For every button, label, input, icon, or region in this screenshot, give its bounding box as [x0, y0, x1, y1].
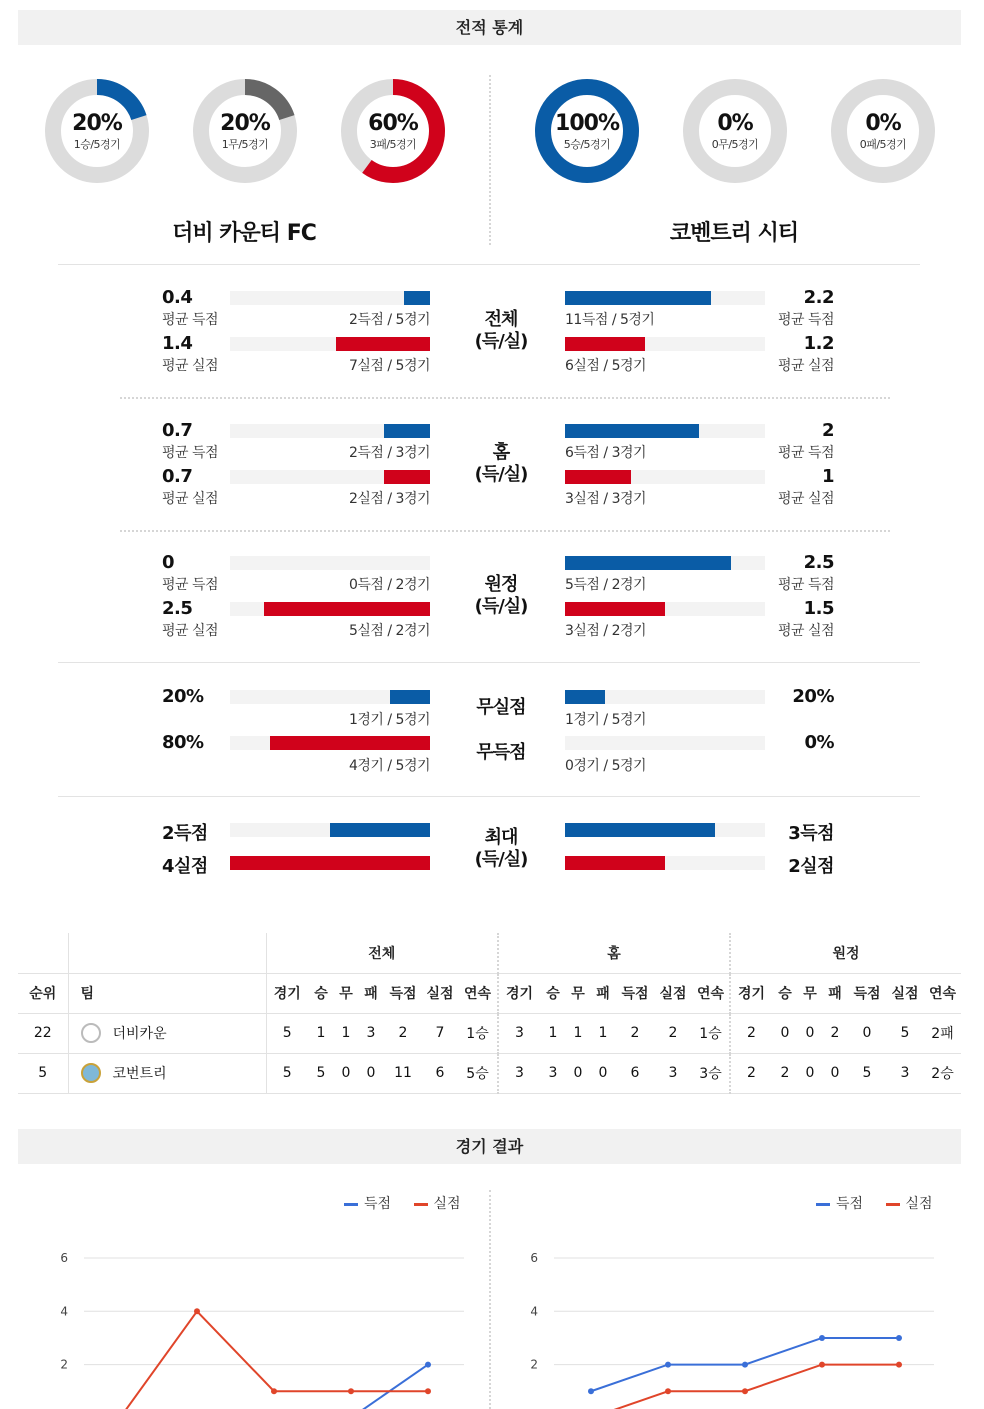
stat-bar: [565, 602, 665, 616]
table-row: [18, 1053, 961, 1093]
legend-scored: [816, 1196, 863, 1212]
home-max-scored-bar: [330, 823, 430, 837]
data-point: [348, 1388, 354, 1394]
table-group-header: [18, 933, 961, 973]
table-row: [18, 1013, 961, 1053]
home-avg-conceded: 1.4: [162, 333, 193, 354]
away-avg-scored: 2.5: [803, 552, 834, 573]
donut-chart: [534, 78, 640, 184]
team-cell: [68, 1053, 266, 1093]
column-header: 승: [778, 986, 792, 1002]
away-max-scored-bar: [565, 823, 715, 837]
group-title-line1: 원정: [484, 574, 518, 595]
group-title-line2: (득/실): [474, 596, 528, 617]
series-line-conceded: [591, 1365, 899, 1409]
dotted-divider: [120, 397, 890, 399]
stat-cell: 0: [780, 1025, 790, 1041]
group-title: [456, 442, 546, 486]
max-title-line2: (득/실): [474, 849, 528, 870]
data-point: [194, 1308, 200, 1314]
home-avg-scored: 0.7: [162, 420, 193, 441]
column-header: 승: [314, 986, 328, 1002]
away-scored-detail: 11득점 / 5경기: [565, 312, 655, 328]
away-max-conceded-value: 2실점: [788, 856, 834, 877]
stat-cell: 3: [515, 1025, 524, 1041]
stat-cell: 3: [515, 1065, 524, 1081]
legend-label: 득점: [364, 1196, 392, 1212]
away-avg-scored-label: 평균 득점: [777, 312, 834, 328]
series-line-conceded: [120, 1311, 428, 1409]
stat-cell: 2: [780, 1065, 790, 1081]
stat-cell: 2승: [931, 1066, 954, 1082]
standings-table: [18, 933, 961, 1094]
legend-label: 실점: [433, 1196, 461, 1212]
away-max-scored-value: 3득점: [788, 823, 834, 844]
home-scored-detail: 0득점 / 2경기: [348, 577, 430, 593]
donut-chart: [44, 78, 150, 184]
stat-bar: [565, 556, 731, 570]
stat-cell: 2: [398, 1025, 408, 1041]
stat-cell: 0: [862, 1025, 872, 1041]
data-point: [425, 1388, 431, 1394]
column-header: 무: [803, 986, 817, 1002]
stat-cell: 5: [316, 1065, 326, 1081]
stat-cell: 5: [900, 1025, 910, 1041]
data-point: [819, 1335, 825, 1341]
group-title-line2: (득/실): [474, 464, 528, 485]
data-point: [742, 1362, 748, 1368]
column-header: 실점: [426, 986, 454, 1002]
group-title-line1: 전체: [484, 309, 518, 330]
stat-cell: 0: [805, 1025, 815, 1041]
group-home: 홈: [498, 933, 730, 973]
away-avg-scored-label: 평균 득점: [777, 577, 834, 593]
legend-conceded: [886, 1196, 933, 1212]
column-header: 무: [571, 986, 585, 1002]
stat-cell: 1: [341, 1025, 351, 1041]
table-column-header: [18, 973, 961, 1013]
chart1-legend: [344, 1193, 461, 1213]
group-all: 전체: [266, 933, 498, 973]
team-name[interactable]: 코번트리: [112, 1066, 167, 1082]
stat-cell: 3: [900, 1065, 910, 1081]
column-header: 팀: [68, 973, 266, 1013]
home-scored-detail: 2득점 / 5경기: [348, 312, 430, 328]
home-conceded-detail: 2실점 / 3경기: [348, 491, 430, 507]
max-title: [456, 827, 546, 871]
stat-bar: [384, 470, 430, 484]
stat-cell: 0: [366, 1065, 376, 1081]
donut-chart: [682, 78, 788, 184]
legend-conceded: [414, 1196, 461, 1212]
home-max-scored-value: 2득점: [162, 823, 208, 844]
column-header: 순위: [18, 973, 68, 1013]
home-conceded-detail: 5실점 / 2경기: [348, 623, 430, 639]
donut-percent: 60%: [368, 111, 418, 136]
donut-caption: 1무/5경기: [221, 138, 269, 151]
donut-percent: 0%: [865, 111, 901, 136]
away-team-name: 코벤트리 시티: [669, 221, 799, 246]
away-scored-detail: 6득점 / 3경기: [565, 445, 647, 461]
donut-caption: 5승/5경기: [563, 138, 611, 151]
divider: [58, 662, 920, 663]
data-point: [665, 1388, 671, 1394]
away-avg-scored: 2: [821, 420, 834, 441]
group-title-line2: (득/실): [474, 331, 528, 352]
bar-track: [230, 556, 430, 570]
legend-swatch: [344, 1203, 358, 1206]
column-header: 패: [364, 986, 378, 1002]
stat-cell: 1: [598, 1025, 608, 1041]
stat-cell: 5승: [458, 1053, 498, 1093]
rank-cell: 22: [18, 1013, 68, 1053]
legend-scored: [344, 1196, 391, 1212]
stat-bar: [565, 470, 631, 484]
stat-cell: 3승: [692, 1053, 730, 1093]
home-clean-sheet-value: 20%: [162, 686, 204, 707]
column-header: 득점: [621, 986, 649, 1002]
y-tick-label: 4: [530, 1304, 538, 1319]
stat-cell: 1: [548, 1025, 558, 1041]
stat-cell: 1: [573, 1025, 583, 1041]
donut-caption: 1승/5경기: [73, 138, 121, 151]
home-avg-conceded: 2.5: [162, 598, 193, 619]
group-title: [456, 574, 546, 618]
column-header: 득점: [853, 986, 881, 1002]
stat-cell: 2: [668, 1025, 678, 1041]
fail-score-title: 무득점: [476, 742, 526, 763]
stat-cell: 3: [668, 1065, 678, 1081]
y-tick-label: 2: [530, 1357, 538, 1372]
away-avg-scored: 2.2: [803, 287, 834, 308]
donut-caption: 0패/5경기: [859, 138, 907, 151]
home-avg-scored: 0: [162, 552, 175, 573]
away-avg-conceded: 1.2: [803, 333, 834, 354]
donut-percent: 100%: [555, 111, 619, 136]
clean-sheet-title: 무실점: [476, 697, 526, 718]
stat-cell: 0: [830, 1065, 840, 1081]
away-conceded-detail: 6실점 / 5경기: [565, 358, 647, 374]
away-avg-scored-label: 평균 득점: [777, 445, 834, 461]
chart-divider: [489, 1190, 491, 1409]
away-results-chart: [520, 1240, 940, 1409]
group-away: 원정: [832, 945, 860, 962]
data-point: [425, 1362, 431, 1368]
stat-cell: 0: [573, 1065, 583, 1081]
group-title: [456, 309, 546, 353]
away-avg-conceded-label: 평균 실점: [777, 623, 834, 639]
stat-cell: 7: [435, 1025, 445, 1041]
home-results-chart: [50, 1240, 470, 1409]
divider: [58, 796, 920, 797]
stat-bar: [565, 424, 699, 438]
away-clean-sheet-value: 20%: [792, 686, 834, 707]
away-clean-sheet-detail: 1경기 / 5경기: [565, 712, 647, 728]
data-point: [819, 1362, 825, 1368]
stat-cell: 2: [747, 1065, 756, 1081]
away-fail-score-value: 0%: [804, 732, 834, 753]
derby-crest-icon: [81, 1023, 101, 1043]
stat-cell: 0: [598, 1065, 608, 1081]
donut-chart: [830, 78, 936, 184]
dotted-divider: [120, 530, 890, 532]
home-fail-score-value: 80%: [162, 732, 204, 753]
donut-chart: [192, 78, 298, 184]
donut-percent: 20%: [72, 111, 122, 136]
y-tick-label: 6: [530, 1251, 538, 1265]
stat-bar: [565, 337, 645, 351]
stat-bar: [384, 424, 430, 438]
stat-cell: 1: [316, 1025, 326, 1041]
data-point: [742, 1388, 748, 1394]
home-fail-score-bar: [270, 736, 430, 750]
away-conceded-detail: 3실점 / 3경기: [565, 491, 647, 507]
bar-track: [230, 291, 430, 305]
column-header: 경기: [273, 986, 301, 1002]
column-header: 무: [339, 986, 353, 1002]
home-scored-detail: 2득점 / 3경기: [348, 445, 430, 461]
y-tick-label: 4: [60, 1304, 68, 1319]
away-fail-score-detail: 0경기 / 5경기: [565, 758, 647, 774]
chart2-legend: [816, 1193, 933, 1213]
home-avg-conceded: 0.7: [162, 466, 193, 487]
legend-swatch: [414, 1203, 428, 1206]
column-header: 득점: [389, 986, 417, 1002]
team-name[interactable]: 더비카운: [112, 1026, 167, 1042]
team-divider: [489, 75, 491, 245]
home-team-name: 더비 카운티 FC: [172, 221, 316, 246]
stat-cell: 5: [862, 1065, 872, 1081]
home-avg-scored-label: 평균 득점: [162, 445, 219, 461]
series-line-scored: [351, 1365, 428, 1409]
column-header: 경기: [737, 986, 766, 1002]
column-header: 연속: [928, 986, 957, 1002]
stat-cell: 0: [805, 1065, 815, 1081]
stat-bar: [336, 337, 430, 351]
column-header: 실점: [891, 986, 919, 1002]
data-point: [665, 1362, 671, 1368]
column-header: 연속: [692, 973, 730, 1013]
stat-cell: 2: [630, 1025, 640, 1041]
legend-swatch: [816, 1203, 830, 1206]
stat-cell: 11: [394, 1065, 412, 1081]
home-max-conceded-bar: [230, 856, 430, 870]
legend-label: 실점: [905, 1196, 933, 1212]
stat-cell: 5: [282, 1065, 292, 1081]
away-scored-detail: 5득점 / 2경기: [565, 577, 647, 593]
stat-bar: [565, 291, 711, 305]
home-avg-scored: 0.4: [162, 287, 193, 308]
away-avg-conceded-label: 평균 실점: [777, 491, 834, 507]
data-point: [588, 1388, 594, 1394]
y-tick-label: 2: [60, 1357, 68, 1372]
stat-cell: 2: [747, 1025, 756, 1041]
stat-cell: 1승: [692, 1013, 730, 1053]
data-point: [271, 1388, 277, 1394]
donut-caption: 0무/5경기: [711, 138, 759, 151]
y-tick-label: 6: [60, 1251, 68, 1265]
column-header: 승: [546, 986, 560, 1002]
away-avg-conceded: 1.5: [803, 598, 834, 619]
donut-chart: [340, 78, 446, 184]
stat-bar: [404, 291, 430, 305]
data-point: [896, 1335, 902, 1341]
legend-swatch: [886, 1203, 900, 1206]
stat-cell: 3: [548, 1065, 558, 1081]
home-avg-conceded-label: 평균 실점: [162, 491, 219, 507]
data-point: [896, 1362, 902, 1368]
stat-cell: 5: [282, 1025, 292, 1041]
home-clean-sheet-detail: 1경기 / 5경기: [348, 712, 430, 728]
home-conceded-detail: 7실점 / 5경기: [348, 358, 430, 374]
home-avg-conceded-label: 평균 실점: [162, 623, 219, 639]
stats-section-header: 전적 통계: [18, 10, 961, 45]
away-max-conceded-bar: [565, 856, 665, 870]
away-avg-conceded: 1: [821, 466, 834, 487]
max-title-line1: 최대: [484, 827, 518, 848]
rank-cell: 5: [18, 1053, 68, 1093]
stat-cell: 2: [830, 1025, 840, 1041]
stat-cell: 2패: [931, 1026, 954, 1042]
legend-label: 득점: [836, 1196, 864, 1212]
stat-cell: 0: [341, 1065, 351, 1081]
donut-percent: 0%: [717, 111, 753, 136]
home-avg-scored-label: 평균 득점: [162, 577, 219, 593]
coventry-crest-icon: [81, 1063, 101, 1083]
stat-bar: [264, 602, 430, 616]
away-avg-conceded-label: 평균 실점: [777, 358, 834, 374]
home-avg-conceded-label: 평균 실점: [162, 358, 219, 374]
divider: [58, 264, 920, 265]
home-avg-scored-label: 평균 득점: [162, 312, 219, 328]
stat-cell: 3: [366, 1025, 376, 1041]
donut-percent: 20%: [220, 111, 270, 136]
stat-cell: 1승: [458, 1013, 498, 1053]
column-header: 실점: [659, 986, 687, 1002]
results-section-header: 경기 결과: [18, 1129, 961, 1164]
away-clean-sheet-bar: [565, 690, 605, 704]
column-header: 패: [596, 986, 610, 1002]
bar-track: [565, 736, 765, 750]
column-header: 패: [828, 986, 842, 1002]
home-max-conceded-value: 4실점: [162, 856, 208, 877]
home-fail-score-detail: 4경기 / 5경기: [348, 758, 430, 774]
group-title-line1: 홈: [492, 442, 510, 463]
column-header: 연속: [458, 973, 498, 1013]
donut-caption: 3패/5경기: [369, 138, 417, 151]
team-cell: [68, 1013, 266, 1053]
column-header: 경기: [505, 986, 534, 1002]
away-conceded-detail: 3실점 / 2경기: [565, 623, 647, 639]
home-clean-sheet-bar: [390, 690, 430, 704]
stat-cell: 6: [435, 1065, 445, 1081]
stat-cell: 6: [630, 1065, 640, 1081]
